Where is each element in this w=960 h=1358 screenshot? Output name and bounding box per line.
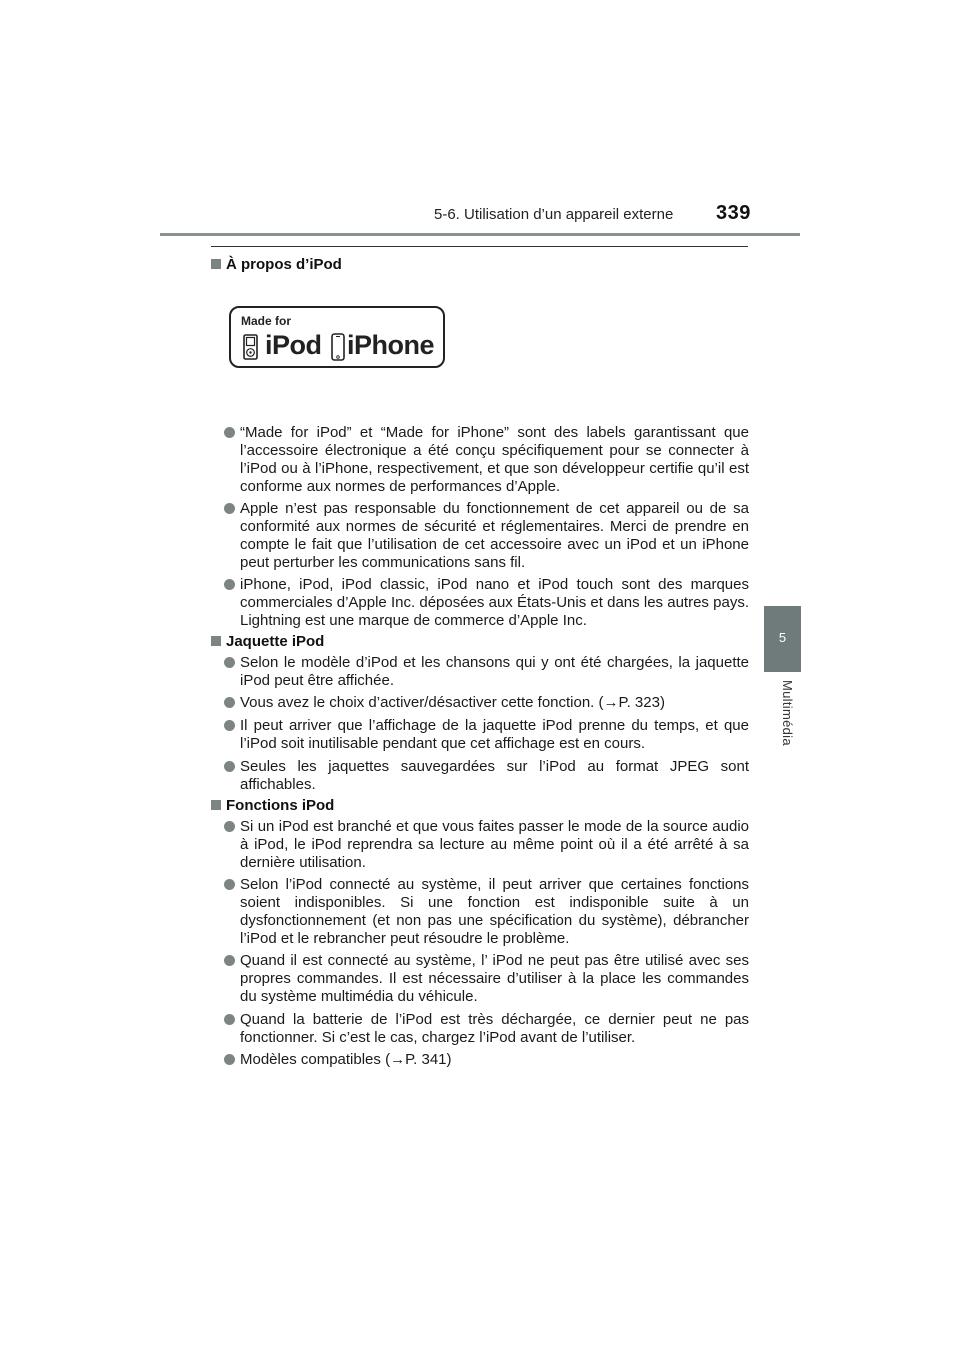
list-item: Vous avez le choix d’activer/désactiver cette fonction. (→P. 323) — [224, 694, 749, 712]
heading-text: Jaquette iPod — [226, 633, 325, 650]
heading-about-ipod — [211, 256, 342, 273]
bullet-icon — [224, 720, 235, 731]
bullet-icon — [224, 697, 235, 708]
heading-jaquette-ipod — [211, 633, 324, 650]
list-item: Modèles compatibles (→P. 341) — [224, 1051, 749, 1069]
logo-iphone: iPhone — [347, 330, 435, 360]
list-item: Quand la batterie de l’iPod est très déchargée, ce dernier peut ne pas fonctionner. Si c’est le cas, chargez l’iPod avant de l’utiliser. — [224, 1011, 749, 1047]
list-item: Quand il est connecté au système, l’ iPod ne peut pas être utilisé avec ses propres commandes. Il est nécessaire d’utiliser à la place les commandes du système multimédia du véhicule. — [224, 952, 749, 1006]
heading-text: À propos d’iPod — [226, 256, 342, 273]
list-item: Il peut arriver que l’affichage de la jaquette iPod prenne du temps, et que l’iPod soit inutilisable pendant que cet affichage est en cours. — [224, 717, 749, 753]
list-item: Selon le modèle d’iPod et les chansons qui y ont été chargées, la jaquette iPod peut être affichée. — [224, 654, 749, 690]
bullet-icon — [224, 579, 235, 590]
bullet-icon — [224, 1054, 235, 1065]
bullet-icon — [224, 657, 235, 668]
square-bullet-icon — [211, 800, 221, 810]
list-item: “Made for iPod” et “Made for iPhone” sont des labels garantissant que l’accessoire électronique a été conçu spécifiquement pour se connecter à l’iPod ou à l’iPhone, respectivement, et que son développeur certifie qu’il est conforme aux normes de performances d’Apple. — [224, 424, 749, 496]
heading-fonctions-ipod — [211, 797, 334, 814]
bullet-icon — [224, 955, 235, 966]
list-item: Apple n’est pas responsable du fonctionnement de cet appareil ou de sa conformité aux normes de sécurité et réglementaires. Merci de prendre en compte le fait que l’utilisation de cet accessoire avec un iPod et un iPhone peut perturber les communications sans fil. — [224, 500, 749, 572]
bullet-icon — [224, 503, 235, 514]
bullet-icon — [224, 427, 235, 438]
square-bullet-icon — [211, 259, 221, 269]
page-number: 339 — [716, 202, 751, 224]
made-for-ipod-iphone-logo — [229, 306, 445, 368]
list-item: iPhone, iPod, iPod classic, iPod nano et iPod touch sont des marques commerciales d’Apple Inc. déposées aux États-Unis et dans les autres pays. Lightning est une marque de commerce d’Apple Inc. — [224, 576, 749, 630]
section-rule — [211, 246, 748, 247]
bullet-icon — [224, 1014, 235, 1025]
chapter-number: 5 — [778, 630, 787, 645]
header-rule — [160, 233, 800, 236]
iphone-icon — [331, 333, 345, 361]
logo-made-for: Made for — [241, 314, 292, 328]
bullet-icon — [224, 821, 235, 832]
ipod-icon — [243, 334, 258, 360]
list-item: Si un iPod est branché et que vous faites passer le mode de la source audio à iPod, le iPod reprendra sa lecture au même point où il a été arrêté à sa dernière utilisation. — [224, 818, 749, 872]
square-bullet-icon — [211, 636, 221, 646]
section-title: 5-6. Utilisation d’un appareil externe — [434, 206, 674, 223]
list-item: Selon l’iPod connecté au système, il peut arriver que certaines fonctions soient indisponibles. Si une fonction est indisponible suite à un dysfonctionnement (et non pas une spécification du système), débrancher l’iPod et le rebrancher peut résoudre le problème. — [224, 876, 749, 948]
heading-text: Fonctions iPod — [226, 797, 335, 814]
logo-ipod: iPod — [265, 330, 322, 360]
chapter-label: Multimédia — [780, 680, 795, 746]
bullet-icon — [224, 879, 235, 890]
bullet-icon — [224, 761, 235, 772]
list-item: Seules les jaquettes sauvegardées sur l’iPod au format JPEG sont affichables. — [224, 758, 749, 794]
